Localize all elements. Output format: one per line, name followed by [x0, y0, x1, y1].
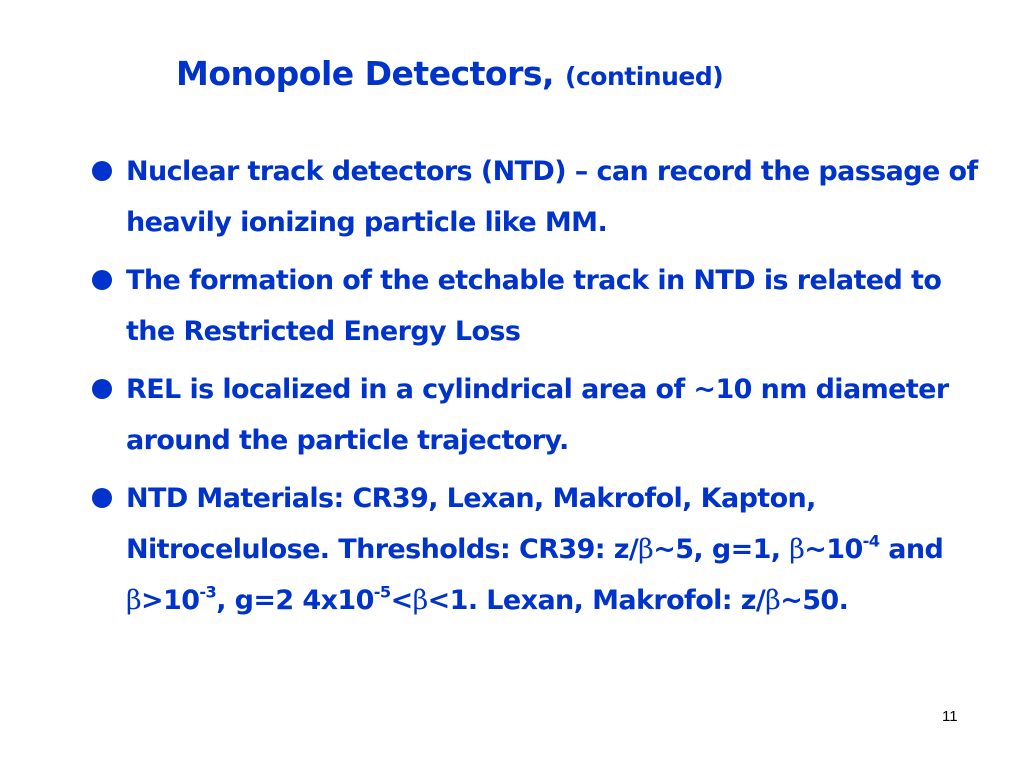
bullet-text: Nuclear track detectors (NTD) – can record the passage of heavily ionizing particle like MM.	[126, 156, 978, 238]
bullet-text-segment: <1. Lexan, Makrofol: z/	[427, 585, 766, 616]
bullet-text: The formation of the etchable track in NTD is related to the Restricted Energy Loss	[126, 265, 942, 347]
bullet-item	[90, 473, 990, 626]
slide-title-main: Monopole Detectors,	[176, 54, 555, 93]
slide-title-sub: (continued)	[565, 62, 724, 91]
bullet-text-segment: ~10	[804, 534, 863, 565]
bullet-item	[90, 364, 990, 466]
bullet-text-segment: ~50.	[780, 585, 849, 616]
beta-symbol: β	[126, 585, 142, 616]
beta-symbol: β	[412, 585, 428, 616]
bullet-text-segment: , g=2 4x10	[216, 585, 374, 616]
bullet-icon	[92, 161, 112, 181]
bullet-text-segment: and	[879, 534, 944, 565]
beta-symbol: β	[765, 585, 781, 616]
bullet-text-segment: ~5, g=1,	[653, 534, 790, 565]
beta-symbol: β	[789, 534, 805, 565]
bullet-list	[90, 146, 990, 633]
bullet-icon	[92, 488, 112, 508]
page-number: 11	[942, 708, 958, 725]
bullet-text-segment: NTD Materials: CR39, Lexan, Makrofol, Kapton, Nitrocelulose. Thresholds: CR39: z/	[126, 483, 816, 565]
slide-title	[176, 52, 723, 99]
exponent: -4	[862, 531, 880, 551]
bullet-item	[90, 255, 990, 357]
bullet-item	[90, 146, 990, 248]
bullet-text-segment: <	[390, 585, 413, 616]
bullet-icon	[92, 379, 112, 399]
bullet-icon	[92, 270, 112, 290]
exponent: -5	[373, 582, 391, 602]
bullet-text: REL is localized in a cylindrical area of ~10 nm diameter around the particle trajectory.	[126, 374, 949, 456]
bullet-text-segment: >10	[141, 585, 200, 616]
beta-symbol: β	[638, 534, 654, 565]
exponent: -3	[199, 582, 217, 602]
